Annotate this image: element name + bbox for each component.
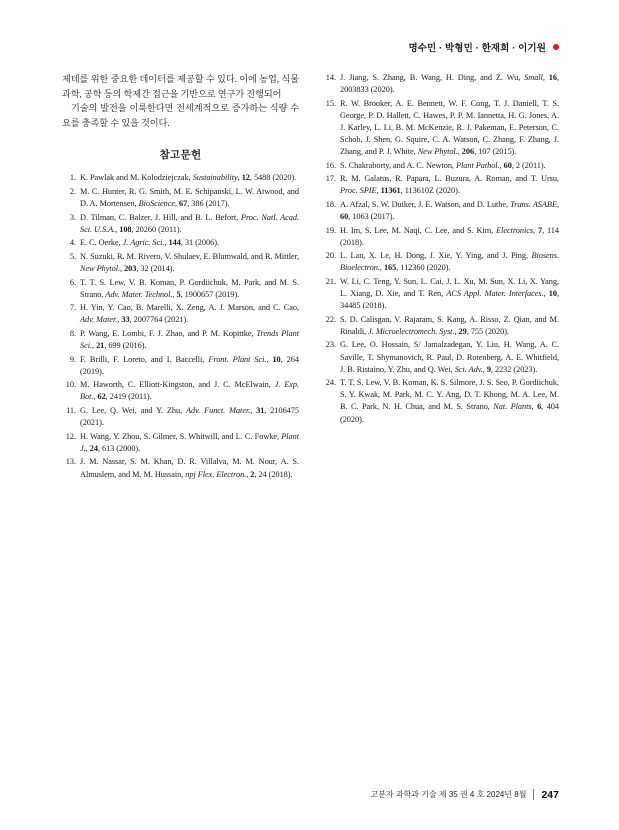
reference-item [62, 405, 299, 429]
reference-item [322, 225, 559, 249]
reference-item [62, 328, 299, 352]
reference-text: S. Chakraborty, and A. C. Newton, Plant Pathol., 60, 2 (2011). [340, 160, 546, 170]
reference-number: 3. [69, 212, 76, 222]
reference-text: A. Afzal, S. W. Duiker, J. E. Watson, and D. Luthe, Trans. ASABE, 60, 1063 (2017). [340, 199, 559, 222]
reference-item [62, 354, 299, 378]
reference-list-left [62, 172, 299, 480]
running-head-authors: 명수민 · 박형민 · 한재희 · 이기원 [408, 43, 546, 54]
footer-divider [533, 789, 534, 800]
reference-number: 17. [325, 174, 336, 184]
reference-item [322, 173, 559, 197]
reference-number: 4. [69, 238, 76, 248]
reference-text: T. T. S. Lew, V. B. Koman, P. Gordiichuk, M. Park, and M. S. Strano, Adv. Mater. Technol., 5, 1900657 (2019). [80, 277, 299, 299]
reference-number: 21. [325, 277, 336, 286]
reference-number: 5. [69, 251, 76, 261]
reference-text: P. Wang, E. Lombi, F. J. Zhao, and P. M. Kopittke, Trends Plant Sci., 21, 699 (2016). [80, 329, 299, 351]
reference-number: 14. [325, 73, 336, 82]
page-footer [370, 789, 559, 801]
references-heading: 참고문헌 [159, 149, 202, 162]
reference-text: M. Haworth, C. Elliott-Kingston, and J. C. McElwain, J. Exp. Bot., 62, 2419 (2011). [80, 380, 299, 402]
reference-item [322, 339, 559, 375]
reference-list-right [322, 72, 559, 426]
reference-text: G. Lee, O. Hossain, S/ Jamalzadegan, Y. Liu, H. Wang, A. C. Saville, T. Shymanovich, R. Paul, D. Rotenberg, A. E. Whitfield, J. B. Ristaino, Y. Zhu, and Q. Wei, Sci. Adv., 9, 2232 (2023). [340, 340, 559, 374]
reference-text: D. Tilman, C. Balzer, J. Hill, and B. L. Befort, Proc. Natl. Acad. Sci. U.S.A., 108, 20260 (2011). [80, 212, 299, 234]
reference-item [322, 276, 559, 312]
reference-item [322, 98, 559, 158]
reference-text: W. Li, C. Teng, Y. Sun, L. Cai, J. L. Xu, M. Sun, X. Li, X. Yang, L. Xiang, D. Xie, and T. Ren, ACS Appl. Mater. Interfaces., 10, 34485 (2018). [340, 277, 559, 311]
reference-number: 1. [69, 173, 76, 183]
right-column [322, 72, 559, 482]
footer-journal-info: 고분자 과학과 기술 제 35 권 4 호 2024년 8월 [370, 790, 527, 799]
reference-text: F. Brilli, F. Loreto, and I. Baccelli, Front. Plant Sci., 10, 264 (2019). [80, 354, 299, 376]
reference-item [62, 237, 299, 249]
reference-number: 13. [65, 457, 76, 467]
reference-text: J. M. Nassar, S. M. Khan, D. R. Villalva, M. M. Nour, A. S. Almuslem, and M. M. Hussain, npj Flex. Electron., 2, 24 (2018). [80, 457, 299, 479]
reference-text: N. Suzuki, R. M. Rivero, V. Shulaev, E. Blumwald, and R. Mittler, New Phytol., 203, 32 (2014). [80, 251, 299, 274]
reference-item [62, 212, 299, 236]
left-column [62, 72, 299, 482]
reference-text: M. C. Hunter, R. G. Smith, M. E. Schipanski, L. W. Atwood, and D. A. Mortensen, BioScience, 67, 386 (2017). [80, 186, 299, 209]
reference-item [322, 72, 559, 96]
reference-number: 2. [69, 186, 76, 196]
reference-item [62, 277, 299, 301]
page-number: 247 [541, 789, 559, 801]
reference-number: 11. [66, 406, 76, 416]
reference-text: T. T. S. Lew, V. B. Koman, K. S. Silmore, J. S. Seo, P. Gordiichuk, S. Y. Kwak, M. Park, M. C. Y. Ang, D. T. Khong, M. A. Lee, M. B. C. Park, N. H. Chua, and M. S. Strano, Nat. Plants, 6, 404 (2020). [340, 378, 559, 424]
reference-number: 12. [65, 431, 76, 441]
reference-number: 16. [325, 160, 336, 170]
reference-number: 19. [325, 225, 336, 235]
reference-number: 20. [325, 251, 336, 261]
reference-text: G. Lee, Q. Wei, and Y. Zhu, Adv. Funct. Mater., 31, 2106475 (2021). [80, 406, 299, 428]
running-head [408, 40, 559, 54]
reference-number: 22. [325, 314, 336, 324]
reference-text: L. Lan, X. Le, H. Dong, J. Xie, Y. Ying, and J. Ping, Biosens. Bioelectron., 165, 112360 (2020). [340, 251, 559, 273]
reference-number: 15. [325, 98, 336, 108]
two-column-body [62, 72, 559, 482]
reference-item [322, 160, 559, 172]
reference-item [62, 456, 299, 480]
reference-text: R. W. Brooker, A. E. Bennett, W. F. Cong, T. J. Daniell, T. S. George, P. D. Hallett, C. Hawes, P. P. M. Iannetta, H. G. Jones, A. J. Karley, L. Li, B. M. McKenzie, R. J. Pakeman, E. Peterson, C. Schob, J. Shen, G. Squire, C. A. Watson, C. Zhang, F. Zhang, J. Zhang, and P. J. White, New Phytol., 206, 107 (2015). [340, 98, 559, 157]
reference-number: 23. [325, 340, 336, 350]
reference-item [62, 251, 299, 275]
reference-item [62, 379, 299, 403]
reference-item [62, 172, 299, 184]
reference-item [322, 199, 559, 223]
reference-number: 9. [69, 354, 76, 364]
reference-text: H. Wang, Y. Zhou, S. Gilmer, S. Whitwill, and L. C. Fowke, Plant J., 24, 613 (2000). [80, 431, 299, 453]
reference-text: R. M. Galatus, R. Papara, L. Buzura, A. Roman, and T. Ursu, Proc. SPIE, 11361, 113610Z (2020). [340, 174, 559, 196]
reference-number: 6. [69, 277, 76, 287]
body-paragraph-2: 기술의 발전을 이룩한다면 전세계적으로 증가하는 식량 수요를 충족할 수 있을 것이다. [62, 103, 299, 128]
reference-text: H. Yin, Y. Cao, B. Marelli, X. Zeng, A. J. Marson, and C. Cao, Adv. Mater., 33, 2007764 (2021). [80, 303, 299, 325]
reference-text: K. Pawlak and M. Kolodziejczak, Sustainability, 12, 5488 (2020). [80, 173, 297, 183]
reference-item [62, 302, 299, 326]
reference-item [62, 431, 299, 455]
reference-item [322, 250, 559, 274]
reference-text: S. D. Calisgan, V. Rajaram, S. Kang, A. Risso, Z. Qian, and M. Rinaldi, J. Microelectromech. Syst., 29, 755 (2020). [340, 314, 559, 336]
reference-item [322, 377, 559, 425]
reference-item [322, 314, 559, 338]
body-paragraph-1: 제테를 위한 중요한 데이터를 제공할 수 있다. 이에 농업, 식물과학, 공학 등의 학제간 접근을 기반으로 연구가 진행되어 [62, 74, 299, 99]
reference-text: H. Im, S. Lee, M. Naqi, C. Lee, and S. Kim, Electronics, 7, 114 (2018). [340, 225, 559, 247]
red-dot-icon [553, 44, 559, 50]
reference-number: 18. [325, 199, 336, 209]
reference-item [62, 186, 299, 210]
reference-text: J. Jiang, S. Zhang, B. Wang, H. Ding, and Z. Wu, Small, 16, 2003833 (2020). [340, 73, 559, 95]
reference-number: 7. [69, 303, 76, 313]
reference-number: 10. [65, 380, 76, 390]
reference-number: 8. [69, 329, 76, 338]
reference-number: 24. [325, 378, 336, 388]
reference-text: E. C. Oerke, J. Agric. Sci., 144, 31 (2006). [80, 238, 219, 248]
